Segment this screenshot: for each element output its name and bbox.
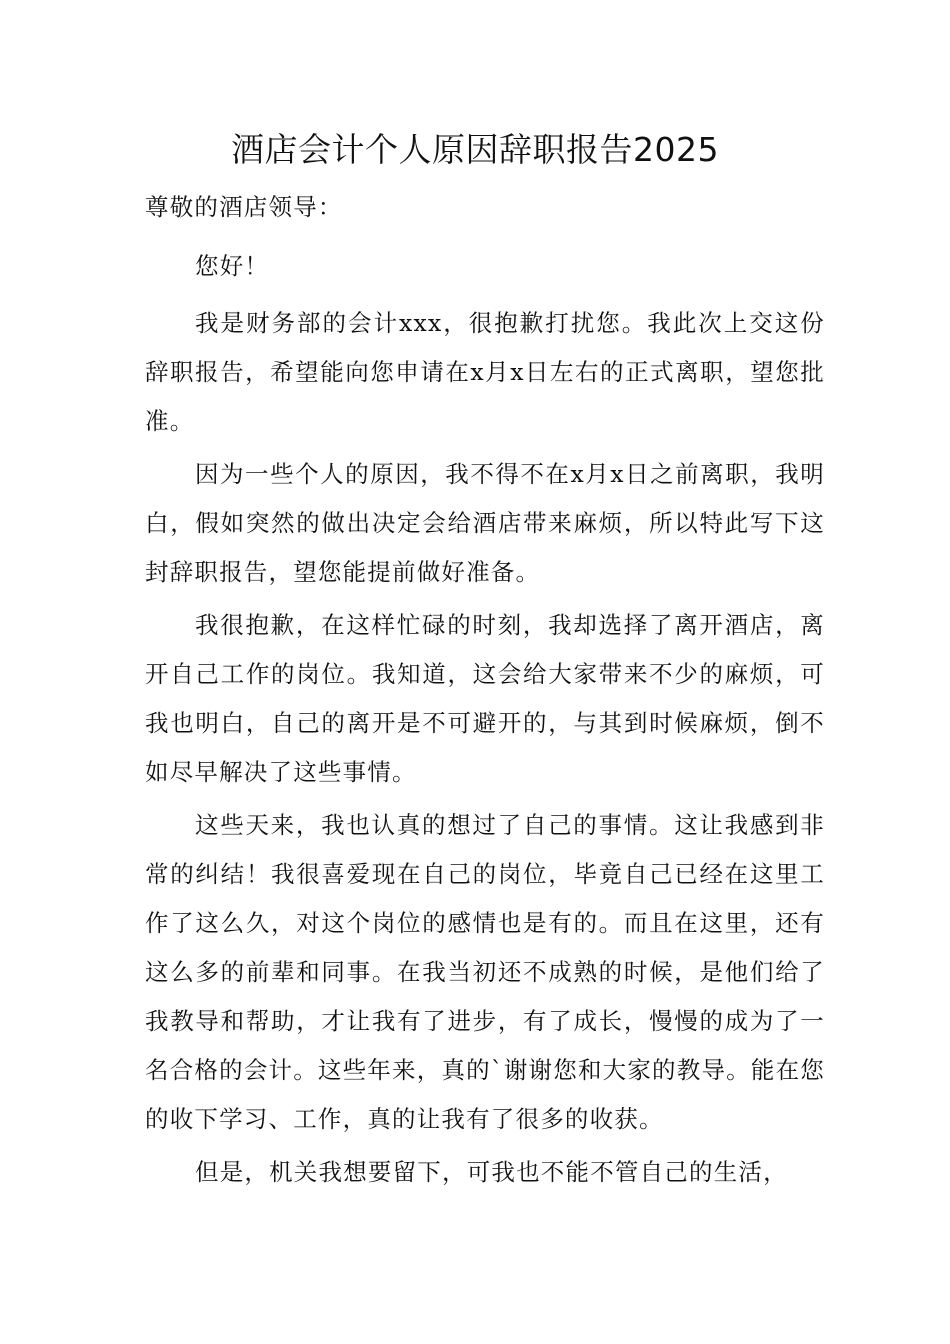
paragraph-2: 因为一些个人的原因，我不得不在x月x日之前离职，我明白，假如突然的做出决定会给酒店带来麻烦，所以特此写下这封辞职报告，望您能提前做好准备。 (145, 460, 825, 586)
greeting-line: 您好！ (195, 252, 270, 280)
paragraph-1: 我是财务部的会计xxx，很抱歉打扰您。我此次上交这份辞职报告，希望能向您申请在x月x日左右的正式离职，望您批准。 (145, 309, 825, 435)
document-title: 酒店会计个人原因辞职报告2025 (231, 130, 719, 169)
document-body (145, 183, 825, 1201)
paragraph-3: 我很抱歉，在这样忙碌的时刻，我却选择了离开酒店，离开自己工作的岗位。我知道，这会给大家带来不少的麻烦，可我也明白，自己的离开是不可避开的，与其到时候麻烦，倒不如尽早解决了这些事情。 (145, 611, 825, 786)
paragraph-4: 这些天来，我也认真的想过了自己的事情。这让我感到非常的纠结！我很喜爱现在自己的岗位，毕竟自己已经在这里工作了这么久，对这个岗位的感情也是有的。而且在这里，还有这么多的前辈和同事。在我当初还不成熟的时候，是他们给了我教导和帮助，才让我有了进步，有了成长，慢慢的成为了一名合格的会计。这些年来，真的`谢谢您和大家的教导。能在您的收下学习、工作，真的让我有了很多的收获。 (145, 811, 825, 1133)
addressee-line: 尊敬的酒店领导： (145, 193, 343, 221)
paragraph-5: 但是，机关我想要留下，可我也不能不管自己的生活， (195, 1158, 788, 1186)
